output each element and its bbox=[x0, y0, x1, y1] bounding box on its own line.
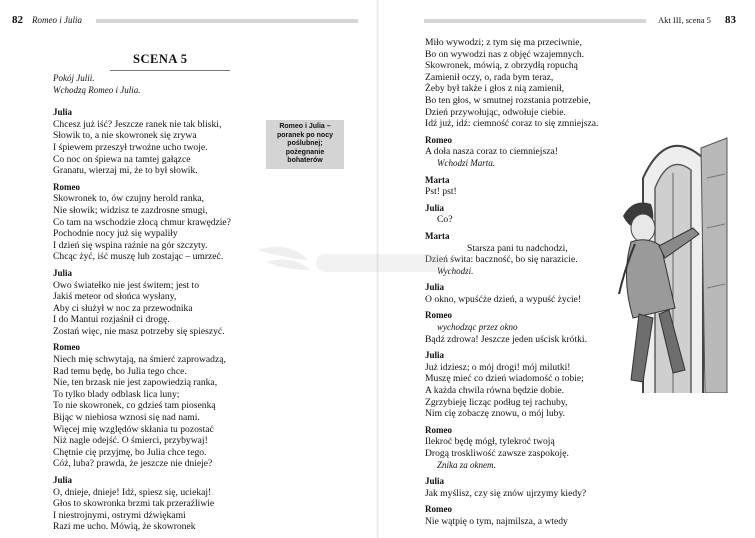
verse-line: Co? bbox=[437, 214, 453, 226]
verse-line: To nie skowronek, co gdzieś tam piosenką bbox=[53, 400, 216, 412]
verse-line: Więcej mię względów skłania tu pozostać bbox=[53, 423, 214, 435]
verse-line: Chcesz już iść? Jeszcze ranek nie tak bliski, bbox=[53, 118, 222, 130]
verse-line: Dzień przywołując, odwołuje ciebie. bbox=[425, 106, 566, 118]
verse-line: I dzień się wspina raźnie na gór szczyty. bbox=[53, 239, 208, 251]
stage-direction: Wychodzi. bbox=[437, 265, 474, 276]
verse-line: Nie, ten brzask nie jest zapowiedzią ranka, bbox=[53, 377, 218, 389]
verse-line: Skowronek, mówią, z obrzydłą ropuchą bbox=[425, 60, 578, 72]
header-rule-left bbox=[96, 19, 358, 23]
verse-line: Zamienił oczy, o, rada bym teraz, bbox=[425, 71, 554, 83]
verse-line: Miło wywodzi; z tym się ma przeciwnie, bbox=[425, 37, 582, 48]
speaker-name: Romeo bbox=[425, 310, 452, 321]
running-title-right: Akt III, scena 5 bbox=[658, 15, 711, 25]
verse-line: Bijąc w niebiosa wznosi się nad nami. bbox=[53, 412, 200, 424]
verse-line: I śpiewem przeszył trwożne ucho twoje. bbox=[53, 141, 208, 153]
verse-line: Bo ten głos, w smutnej rozstania potrzebie, bbox=[425, 94, 591, 106]
stage-direction: Wchodzi Marta. bbox=[437, 157, 495, 168]
speaker-name: Julia bbox=[425, 476, 445, 487]
header-rule-right bbox=[424, 19, 646, 23]
stage-direction: wychodząc przez okno bbox=[437, 322, 518, 333]
watermark-logo bbox=[258, 240, 448, 286]
speaker-name: Marta bbox=[425, 174, 450, 185]
margin-note: Romeo i Julia – poranek po nocy poślubnej; pożegnanie bohaterów bbox=[266, 120, 344, 169]
verse-line: Chcąc żyć, iść muszę lub zostając – umrzeć. bbox=[53, 251, 224, 263]
verse-line: A każda chwila równa będzie dobie. bbox=[425, 385, 565, 397]
verse-line: Ilekroć będę mógł, tylekroć twoją bbox=[425, 436, 555, 448]
speaker-name: Julia bbox=[53, 267, 73, 278]
romeo-climbing-illustration bbox=[603, 118, 731, 393]
verse-line: I do Mantui rozjaśnił ci drogę. bbox=[53, 314, 170, 326]
page-number-left: 82 bbox=[12, 14, 23, 26]
verse-line: Rad temu będę, bo Julia tego chce. bbox=[53, 365, 187, 377]
speaker-name: Romeo bbox=[425, 504, 452, 515]
speaker-name: Julia bbox=[53, 107, 73, 118]
verse-line: Muszę mieć co dzień wiadomość o tobie; bbox=[425, 373, 584, 385]
verse-line: Jakiś meteor od słońca wysłany, bbox=[53, 291, 177, 303]
speaker-name: Romeo bbox=[53, 342, 80, 353]
stage-direction: Pokój Julii. bbox=[53, 73, 95, 83]
verse-line: Pst! pst! bbox=[425, 186, 457, 198]
left-text-column bbox=[53, 73, 258, 533]
verse-line: Zgrzybieję licząc podług tej rachuby, bbox=[425, 396, 568, 408]
verse-line: To tylko blady odblask lica luny; bbox=[53, 388, 180, 400]
verse-line: Bądź zdrowa! Jeszcze jeden uścisk krótki. bbox=[425, 333, 587, 345]
verse-line: Zostań więc, nie masz potrzeby się spieszyć. bbox=[53, 325, 225, 337]
running-title-left: Romeo i Julia bbox=[32, 15, 82, 25]
verse-line: Już idziesz; o mój drogi! mój milutki! bbox=[425, 361, 571, 373]
speaker-name: Romeo bbox=[425, 424, 452, 435]
verse-line: Drogą troskliwość zawsze zaspokoję. bbox=[425, 448, 569, 459]
scene-title: SCENA 5 bbox=[133, 52, 188, 66]
verse-line: Głos to skowronka brzmi tak przeraźliwie bbox=[53, 498, 215, 510]
verse-line: Pochodnie nocy już się wypaliły bbox=[53, 228, 178, 240]
verse-line: Idź już, idź: ciemność coraz to się zmniejsza. bbox=[425, 118, 599, 130]
speaker-name: Marta bbox=[425, 230, 450, 241]
verse-line: Jak myślisz, czy się znów ujrzymy kiedy? bbox=[425, 487, 587, 499]
verse-line: Co noc on śpiewa na tamtej gałązce bbox=[53, 153, 191, 165]
stage-direction: Wchodzą Romeo i Julia. bbox=[53, 84, 141, 95]
verse-line: Starsza pani tu nadchodzi, bbox=[467, 242, 568, 254]
verse-line: Co tam na wschodzie złocą chmur krawędzie? bbox=[53, 216, 231, 228]
verse-line: O, dnieje, dnieje! Idź, spiesz się, uciekaj! bbox=[53, 486, 212, 498]
verse-line: Żeby był także i głos z nią zamienił, bbox=[425, 83, 565, 95]
verse-line: Niż nagle odejść. O śmierci, przybywaj! bbox=[53, 435, 208, 447]
verse-line: Chętnie cię przyjmę, bo Julia chce tego. bbox=[53, 446, 207, 458]
speaker-name: Romeo bbox=[53, 181, 80, 192]
verse-line: Skowronek to, ów czujny herold ranka, bbox=[53, 193, 205, 205]
page-number-right: 83 bbox=[725, 14, 736, 26]
verse-line: Owo światełko nie jest świtem; jest to bbox=[53, 279, 200, 291]
verse-line: Dzień świta: baczność, bo się narazicie. bbox=[425, 254, 578, 266]
verse-line: Niech mię schwytają, na śmierć zaprowadzą, bbox=[53, 354, 226, 366]
speaker-name: Romeo bbox=[425, 134, 452, 145]
verse-line: Granatu, wierzaj mi, że to był słowik. bbox=[53, 165, 198, 177]
verse-line: O okno, wpuśćże dzień, a wypuść życie! bbox=[425, 293, 582, 305]
verse-line: Cóż, luba? prawda, że jeszcze nie dnieje? bbox=[53, 458, 213, 470]
verse-line: Słowik to, a nie skowronek się zrywa bbox=[53, 130, 197, 142]
speaker-name: Julia bbox=[425, 282, 445, 293]
right-text-column bbox=[425, 37, 625, 528]
speaker-name: Julia bbox=[53, 475, 73, 485]
verse-line: Nim cię zobaczę znowu, o mój luby. bbox=[425, 408, 566, 420]
verse-line: Nie wątpię o tym, najmilsza, a wtedy bbox=[425, 515, 568, 527]
stage-direction: Znika za oknem. bbox=[437, 459, 496, 470]
verse-line: Nie słowik; widzisz te zazdrosne smugi, bbox=[53, 204, 208, 216]
scene-title-rule bbox=[110, 70, 230, 71]
verse-line: Bo on wywodzi nas z objęć wzajemnych. bbox=[425, 48, 585, 60]
verse-line: Aby ci służył w noc za przewodnika bbox=[53, 302, 193, 314]
verse-line: A doła nasza coraz to ciemniejsza! bbox=[425, 146, 558, 158]
speaker-name: Julia bbox=[425, 202, 445, 213]
speaker-name: Julia bbox=[425, 350, 445, 361]
verse-line: I niestrojnymi, ostrymi dźwiękami bbox=[53, 509, 186, 521]
verse-line: Razi me ucho. Mówią, że skowronek bbox=[53, 521, 196, 533]
